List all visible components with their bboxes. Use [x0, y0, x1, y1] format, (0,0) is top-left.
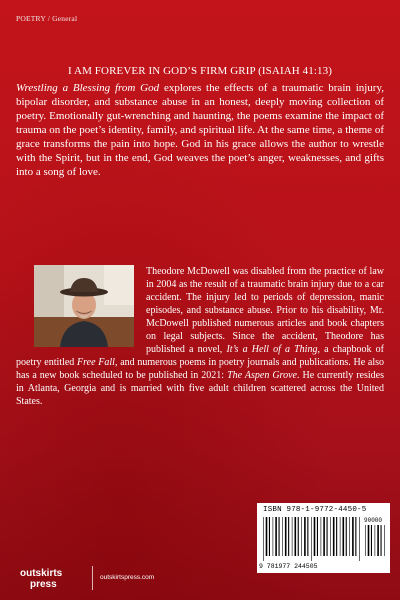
photo-spacer [34, 265, 142, 347]
bio-text-4: . He currently resides in Atlanta, Georgia and is married with five adult children scattered across the United States. [16, 370, 384, 407]
chapbook-title: Free Fall [77, 357, 115, 368]
author-bio [16, 265, 384, 408]
novel-title: It’s a Hell of a Thing [226, 344, 318, 355]
isbn-number: ISBN 978-1-9772-4450-5 [263, 506, 367, 514]
logo-divider [92, 566, 93, 590]
logo-line-2: press [30, 579, 57, 590]
book-description-text: explores the effects of a traumatic brain injury, bipolar disorder, and substance abuse in an honest, deeply moving collection of poetry. Emotionally gut-wrenching and haunting, the poems examine the impact of trauma on the poet’s identity, family, and spiritual life. At the same time, a theme of grace transforms the pain into hope. God in his grace allows the author to wrestle with the Spirit, but in the end, God weaves the poet’s anger, weaknesses, and gifts into a song of love. [16, 82, 384, 178]
book-description [16, 82, 384, 180]
new-book-title: The Aspen Grove [227, 370, 297, 381]
book-title: Wrestling a Blessing from God [16, 82, 160, 94]
genre-label: POETRY / General [16, 14, 78, 23]
bio-text-3: , and numerous poems in poetry journals and publications. He also has a new book scheduled to be published in 2021: [16, 357, 384, 381]
bio-text-1: Theodore McDowell was disabled from the practice of law in 2004 as the result of a traumatic brain injury due to a car accident. The injury led to periods of depression, manic episodes, and substance abuse. Prior to his disability, Mr. McDowell published numerous articles and book chapters on legal subjects. Since the accident, Theodore has published a novel, [146, 266, 384, 355]
supplement-bars [365, 525, 385, 561]
publisher-logo [20, 566, 80, 590]
isbn-barcode [257, 503, 390, 573]
barcode-bars [263, 517, 361, 561]
barcode-supplement: 90000 [364, 517, 383, 524]
bio-text-2: , a chapbook of poetry entitled [16, 344, 384, 368]
logo-line-1: outskirts [20, 568, 63, 579]
publisher-url[interactable]: outskirtspress.com [100, 574, 155, 581]
tagline: I AM FOREVER IN GOD’S FIRM GRIP (ISAIAH 41:13) [68, 65, 332, 77]
barcode-digits: 9 781977 244505 [259, 563, 318, 570]
